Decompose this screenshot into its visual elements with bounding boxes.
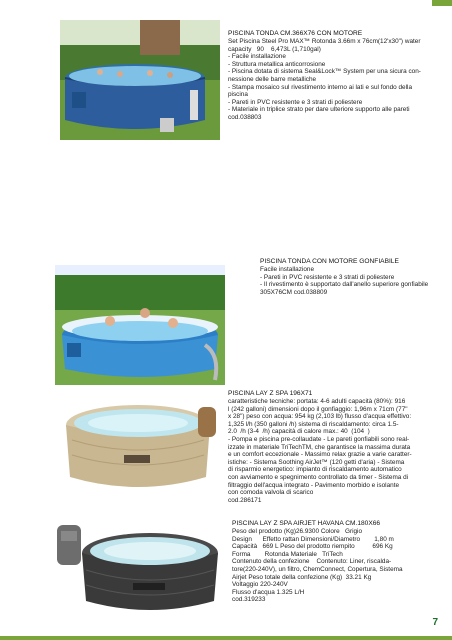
product-1-line: Set Piscina Steel Pro MAX™ Rotonda 3.66m x 76cm(12'x30") water — [228, 38, 421, 45]
product-2-line: Facile installazione — [260, 266, 314, 273]
product-1-line: - Stampa mosaico sul rivestimento interno ai lati e sul fondo della — [228, 83, 412, 91]
product-3-description — [228, 390, 443, 504]
product-1-line: nessione delle barre metalliche — [228, 75, 317, 83]
product-3-line: izzate in materiale TriTechTM, che garantisce la massima durata — [228, 443, 411, 451]
product-2-line: - Il rivestimento è supportato dall'anello superiore gonfiabile — [260, 281, 429, 289]
product-4-line: Forma Rotonda Materiale TriTech — [232, 550, 343, 558]
product-2-line: - Pareti in PVC resistente e 3 strati di poliestere — [260, 273, 395, 281]
product-4-line: Design Effetto rattan Dimensioni/Diametro 1,80 m — [232, 535, 394, 543]
product-2-description — [260, 258, 445, 296]
product-1-line: - Materiale in triplice strato per dare ulteriore supporto alle pareti — [228, 106, 410, 114]
product-3-line: 1,325 l/h (350 galloni /h) sistema di riscaldamento: circa 1.5- — [228, 420, 399, 428]
product-4-line: Contenuto della confezione Contenuto: Liner, riscalda- — [232, 558, 392, 566]
product-3-code: cod.286171 — [228, 496, 262, 504]
product-4-line: tore(220-240V), un filtro, ChemConnect, Copertura, Sistema — [232, 565, 403, 573]
steel-pool-photo — [60, 20, 220, 140]
product-2-code: 305X76CM cod.038809 — [260, 288, 328, 296]
product-4-line: Flusso d'acqua 1.325 L/H — [232, 588, 305, 596]
product-1-title: PISCINA TONDA CM.366X76 CON MOTORE — [228, 30, 363, 37]
product-3-line: con comoda valvola di scarico — [228, 489, 314, 497]
product-4-description — [232, 520, 442, 604]
bottom-bar — [0, 636, 452, 640]
product-1-line: - Piscina dotata di sistema Seal&Lock™ System per una sicura con- — [228, 68, 421, 76]
havana-spa-photo — [55, 515, 225, 615]
product-4-line: Airjet Peso totale della confezione (Kg) 33.21 Kg — [232, 573, 372, 581]
inflatable-pool-photo — [55, 265, 225, 385]
product-3-line: caratteristiche tecniche: portata: 4-6 adulti capacità (80%): 916 — [228, 398, 406, 405]
product-4-title: PISCINA LAY Z SPA AIRJET HAVANA CM.180X66 — [232, 520, 381, 527]
page-number: 7 — [432, 617, 438, 628]
lay-z-spa-photo — [58, 385, 223, 500]
product-1-line: - Struttura metallica anticorrosione — [228, 60, 326, 68]
product-3-line: 2.0 /h (3-4 /h) capacità di calore max.: 40 (104 ) — [228, 428, 370, 436]
product-1-line: capacity 90 6,473L (1,710gal) — [228, 45, 321, 53]
product-1-code: cod.038803 — [228, 113, 262, 121]
product-2-title: PISCINA TONDA CON MOTORE GONFIABILE — [260, 258, 399, 265]
product-3-line: e un comfort eccezionale - Massimo relax grazie a varie caratter- — [228, 451, 412, 459]
corner-decoration — [432, 0, 452, 6]
product-4-line: Peso del prodotto (Kg)26.9300 Colore Grigio — [232, 528, 363, 535]
product-4-line: Voltaggio 220-240V — [232, 581, 288, 589]
product-3-line: - Pompa e piscina pre-collaudate - Le pareti gonfiabili sono real- — [228, 435, 410, 443]
product-3-line: con avviamento e spegnimento controllato da timer - Sistema di — [228, 473, 409, 481]
product-3-title: PISCINA LAY Z SPA 196X71 — [228, 390, 313, 397]
product-1-line: piscina — [228, 91, 248, 99]
product-4-line: Capacità 669 L Peso del prodotto riempito 696 Kg — [232, 543, 393, 551]
product-1-line: - Pareti in PVC resistente e 3 strati di poliestere — [228, 98, 363, 106]
product-3-line: di risparmio energetico: impianto di riscaldamento automatico — [228, 466, 402, 474]
product-3-line: l (242 galloni) dimensioni dopo il gonfiaggio: 1,96m x 71cm (77" — [228, 405, 408, 413]
product-3-line: filtraggio dell'acqua integrato - Pavimento morbido e isolante — [228, 481, 400, 489]
product-3-line: x 28") peso con acqua: 954 kg (2,103 lb) flusso d'acqua effettivo: — [228, 413, 412, 421]
product-1-line: - Facile installazione — [228, 53, 286, 61]
product-1-description — [228, 30, 440, 122]
product-3-line: istiche: - Sistema Soothing AirJet™ (120 getti d'aria) - Sistema — [228, 458, 405, 466]
product-4-code: cod.319233 — [232, 596, 266, 604]
